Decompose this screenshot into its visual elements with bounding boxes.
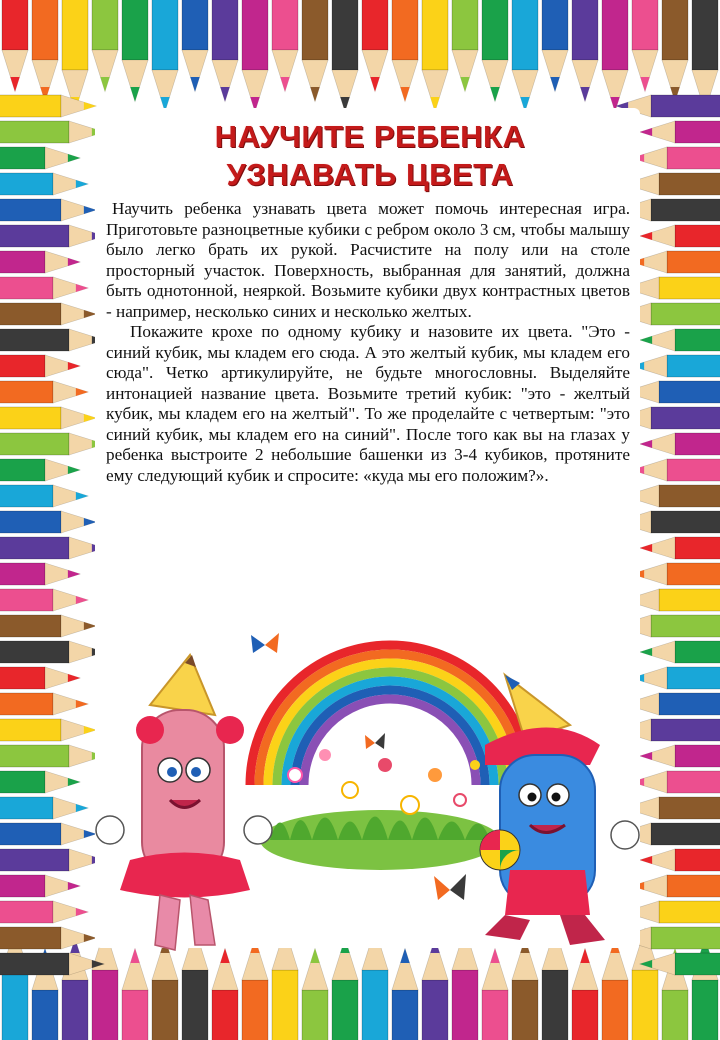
pencil [2, 0, 28, 92]
pencil [0, 771, 80, 793]
pencil [572, 0, 598, 102]
pencil [452, 0, 478, 92]
pencil [332, 0, 358, 112]
pencil [662, 0, 688, 102]
paragraph-2: Покажите крохе по одному кубику и назовите их цвета. "Это - синий кубик, мы кладем его сюда. А это желтый кубик, мы кладем его сюда". Четко артикулируйте, не будьте многословны. Выделяйте интонацией название цвета. Возьмите третий кубик: "это - желтый кубик, мы кладем его на желтый". То же проделайте с четвертым: "это синий кубик, мы кладем его на синий". После того как вы на глазах у ребенка выстроите 2 небольшие башенки из 3-4 кубиков, протяните ему следующий кубик и спросите: «куда мы его положим?». [106, 322, 630, 485]
article-body [106, 199, 630, 486]
pencil [212, 0, 238, 102]
pencil [0, 407, 96, 429]
pencil [0, 381, 88, 403]
pencil [0, 875, 80, 897]
pencil [0, 797, 88, 819]
pencil [0, 303, 96, 325]
paragraph-1: Научить ребенка узнавать цвета может помочь интересная игра. Приготовьте разноцветные кубики с ребром около 3 см, чтобы малышу было легко брать их рукой. Расчистите на полу или на столе просторный участок. Поверхность, выбранная для занятий, должна быть однотонной, неяркой. Возьмите кубики двух контрастных цветов - например, несколько синих и несколько желтых. [106, 199, 630, 321]
pencil [632, 147, 720, 169]
pencil [302, 0, 328, 102]
pencil [422, 0, 448, 112]
pencil [640, 537, 720, 559]
pencil [632, 459, 720, 481]
pencil [0, 693, 88, 715]
pencil [92, 0, 118, 92]
pencil [0, 121, 104, 143]
pencil [62, 0, 88, 112]
pencil [122, 0, 148, 102]
pencil [632, 355, 720, 377]
pencil [152, 0, 178, 112]
pink-pencil-character [96, 655, 272, 950]
butterfly-middle [365, 733, 385, 749]
pencil [182, 0, 208, 92]
pencil [0, 329, 104, 351]
illustration [80, 615, 660, 965]
pencil [242, 0, 268, 112]
pencil [272, 0, 298, 92]
title-line-1: НАУЧИТЕ РЕБЕНКА [214, 119, 526, 154]
butterfly-bottom [434, 874, 466, 900]
pencil [0, 511, 96, 533]
page-title [100, 118, 640, 194]
pencil [0, 485, 88, 507]
pencil [602, 0, 628, 112]
pencil [482, 0, 508, 102]
pencil [0, 589, 88, 611]
flower-meadow [260, 749, 500, 870]
pencil [392, 0, 418, 102]
pencil [0, 537, 104, 559]
pencil [640, 225, 720, 247]
pencil [0, 251, 80, 273]
pencil [0, 95, 96, 117]
pencil [0, 459, 80, 481]
pencil [0, 433, 104, 455]
pencil [632, 563, 720, 585]
pencil [632, 0, 658, 92]
pencil [640, 121, 720, 143]
pencil [0, 147, 80, 169]
butterfly-top [251, 633, 279, 653]
pencil [640, 329, 720, 351]
pencil [0, 225, 104, 247]
pencil [0, 563, 80, 585]
pencil [0, 173, 88, 195]
pencil [0, 277, 88, 299]
pencil [32, 0, 58, 102]
title-line-2: УЗНАВАТЬ ЦВЕТА [226, 157, 514, 192]
pencil [0, 667, 80, 689]
pencil [542, 0, 568, 92]
pencil [632, 251, 720, 273]
pencils-top [2, 0, 718, 112]
pencil [640, 433, 720, 455]
pencil [0, 901, 88, 923]
pencil [0, 355, 80, 377]
pencil [362, 0, 388, 92]
pencil [0, 199, 96, 221]
pencil [512, 0, 538, 112]
